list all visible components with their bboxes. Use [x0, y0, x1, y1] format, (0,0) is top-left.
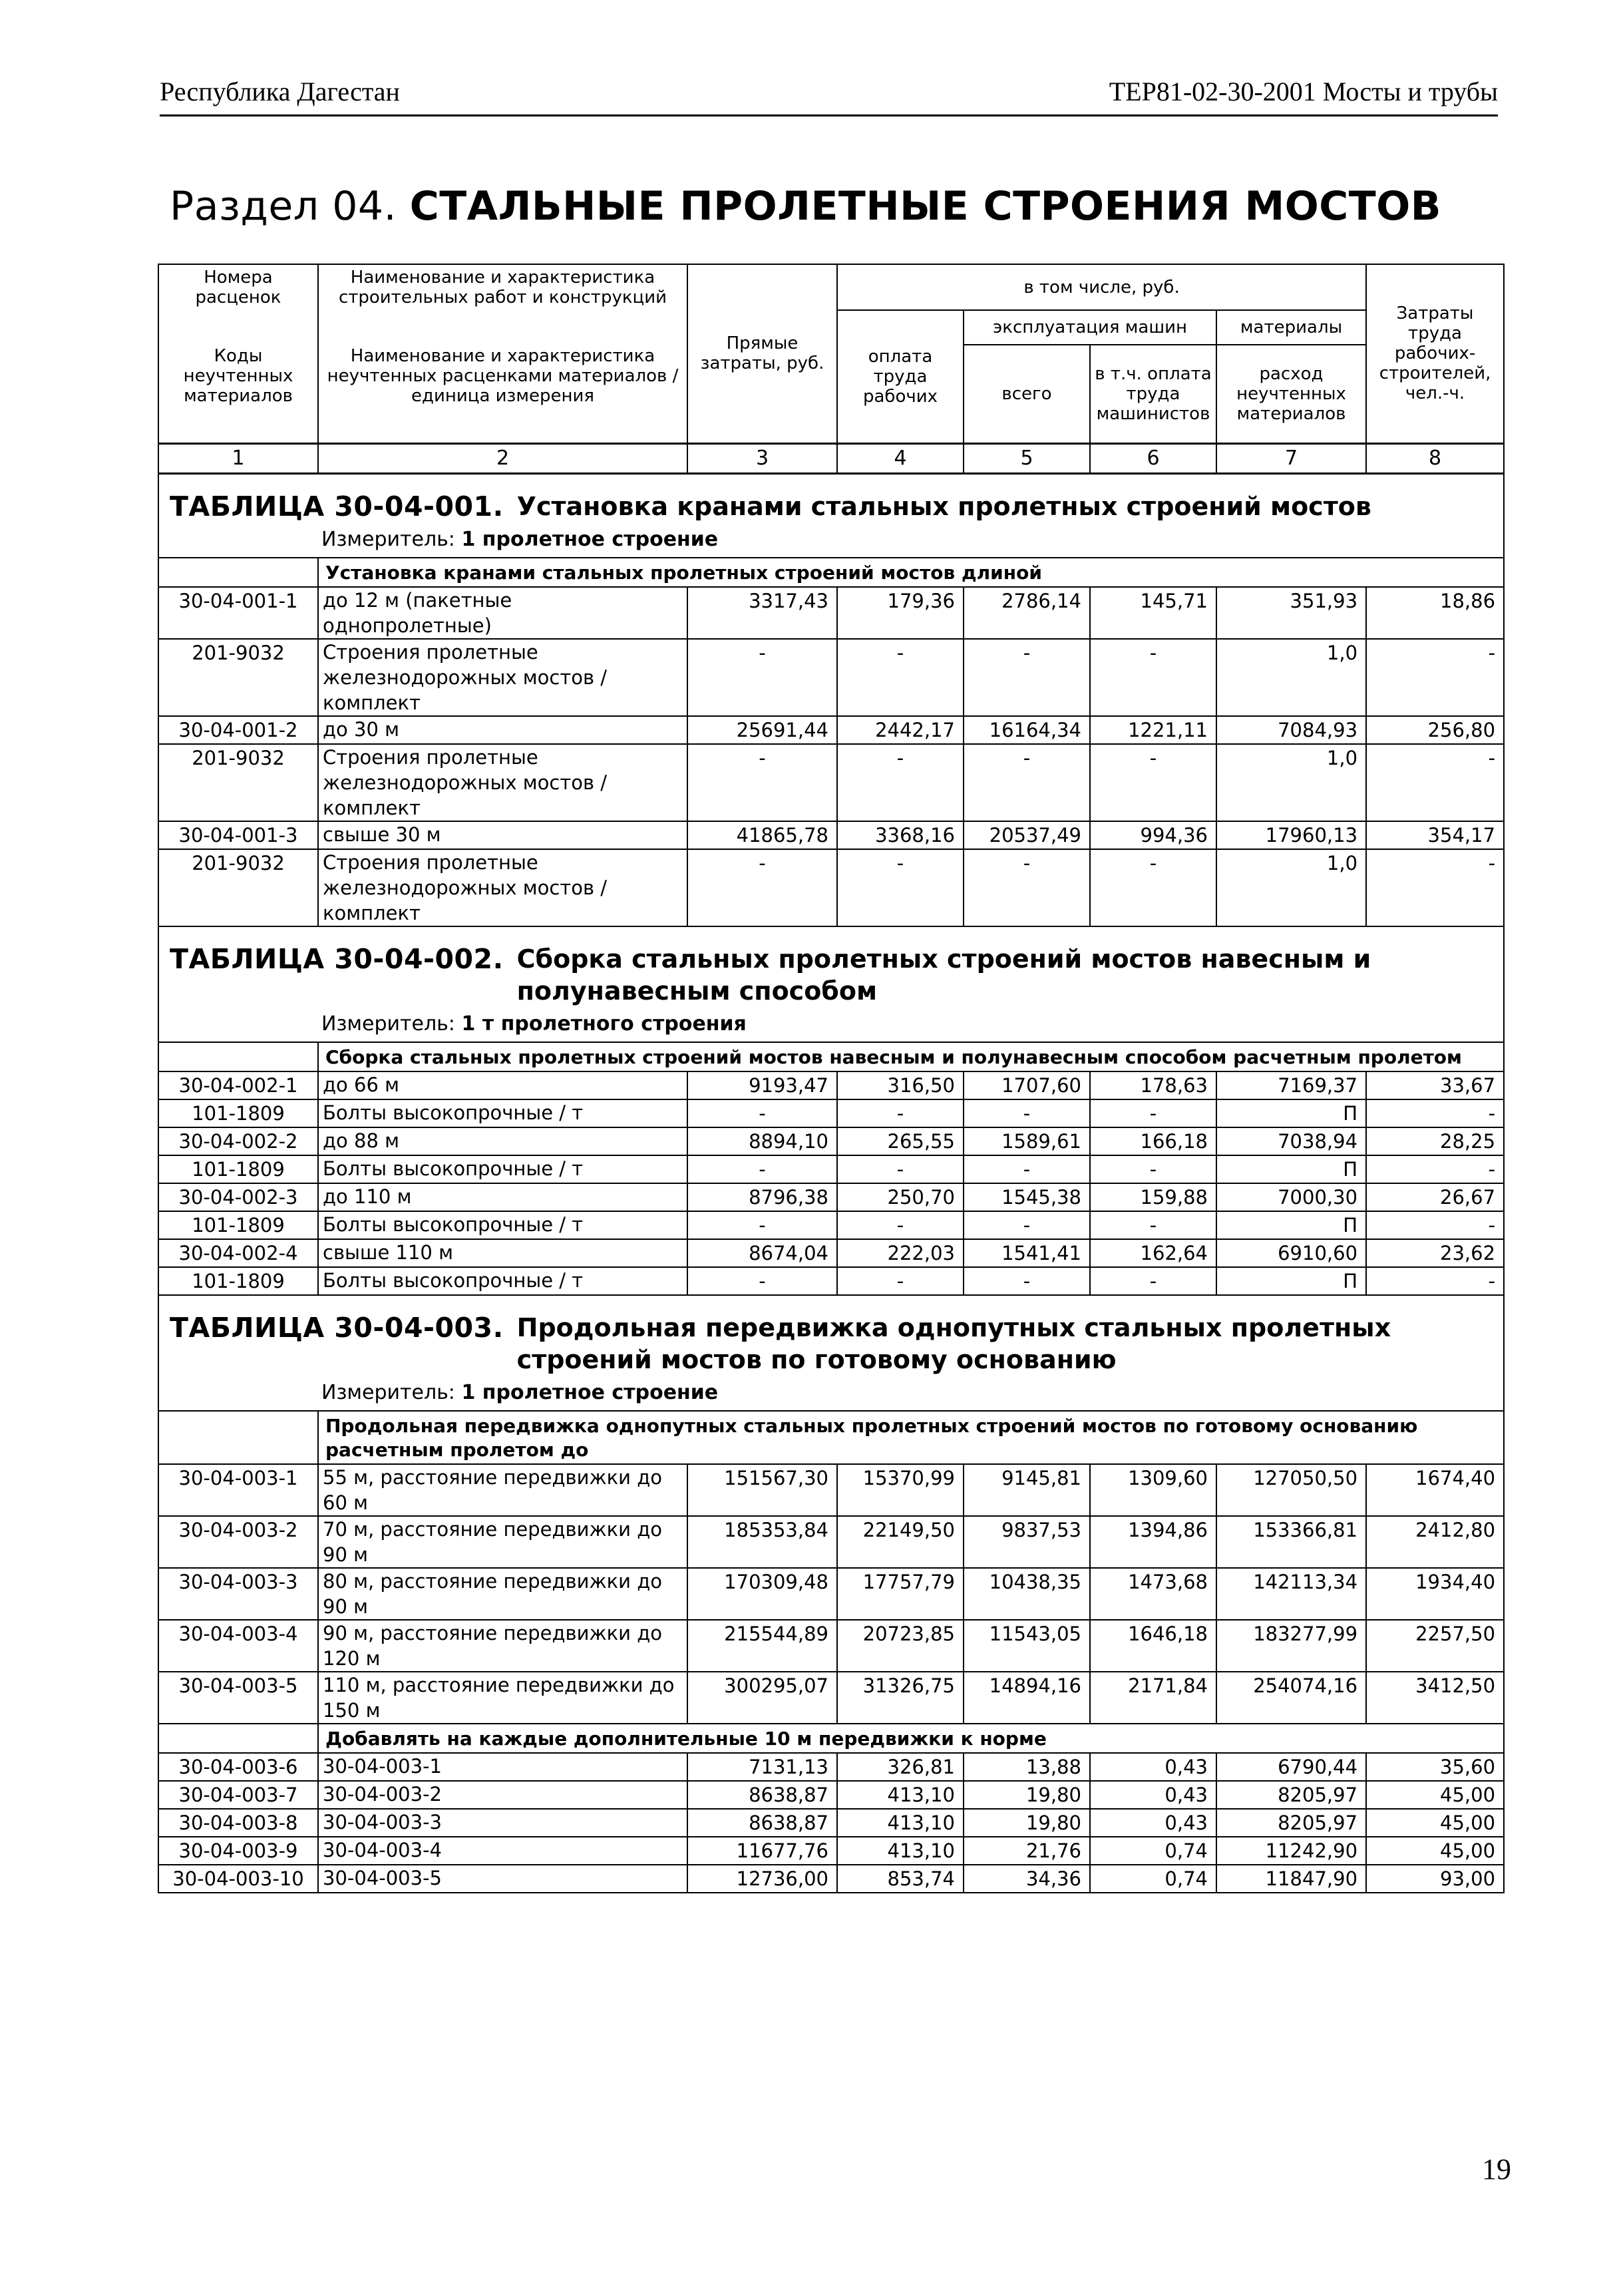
value-c3: 8674,04 [687, 1239, 837, 1267]
value-c6: - [1090, 639, 1216, 716]
value-c8: - [1366, 744, 1504, 821]
value-c3: 170309,48 [687, 1568, 837, 1620]
value-c3: 185353,84 [687, 1516, 837, 1568]
value-c6: 994,36 [1090, 821, 1216, 849]
value-c8: 2412,80 [1366, 1516, 1504, 1568]
rate-code: 30-04-003-5 [158, 1672, 318, 1724]
work-name: свыше 30 м [318, 821, 687, 849]
group-code-blank [158, 1724, 318, 1753]
work-name: 55 м, расстояние передвижки до 60 м [318, 1464, 687, 1516]
value-c7: 8205,97 [1216, 1781, 1366, 1809]
value-c5: - [964, 744, 1090, 821]
work-name: 30-04-003-1 [318, 1753, 687, 1781]
rate-code: 101-1809 [158, 1267, 318, 1295]
value-c3: 8796,38 [687, 1183, 837, 1211]
value-c3: 25691,44 [687, 716, 837, 744]
value-c7: 11242,90 [1216, 1837, 1366, 1865]
table-row [158, 716, 1504, 744]
value-c5: - [964, 1099, 1090, 1127]
head-including: в том числе, руб. [837, 264, 1366, 310]
rate-code: 30-04-001-1 [158, 587, 318, 639]
measure-row [158, 525, 1504, 558]
value-c8: - [1366, 1267, 1504, 1295]
head-rate-numbers: Номера расценок [158, 264, 318, 310]
work-name: до 88 м [318, 1127, 687, 1155]
work-name: Болты высокопрочные / т [318, 1211, 687, 1239]
value-c8: 1674,40 [1366, 1464, 1504, 1516]
rate-code: 101-1809 [158, 1099, 318, 1127]
value-c3: - [687, 1211, 837, 1239]
work-name: свыше 110 м [318, 1239, 687, 1267]
rate-code: 30-04-002-1 [158, 1071, 318, 1099]
value-c5: 1545,38 [964, 1183, 1090, 1211]
table-title [158, 926, 1504, 1010]
value-c6: 0,43 [1090, 1753, 1216, 1781]
table-row [158, 639, 1504, 716]
value-c7: 17960,13 [1216, 821, 1366, 849]
header-rule [160, 114, 1498, 116]
value-c4: 413,10 [837, 1837, 964, 1865]
value-c4: 413,10 [837, 1781, 964, 1809]
column-number: 5 [964, 443, 1090, 473]
running-header-left: Республика Дагестан [160, 77, 400, 106]
value-c8: - [1366, 1155, 1504, 1183]
group-code-blank [158, 558, 318, 587]
table-row [158, 1071, 1504, 1099]
value-c5: 21,76 [964, 1837, 1090, 1865]
value-c8: 28,25 [1366, 1127, 1504, 1155]
rate-code: 30-04-003-6 [158, 1753, 318, 1781]
value-c8: 45,00 [1366, 1837, 1504, 1865]
group-heading-row [158, 558, 1504, 587]
group-heading-row [158, 1724, 1504, 1753]
value-c6: 178,63 [1090, 1071, 1216, 1099]
table-caption: Продольная передвижка однопутных стальных пролетных строений мостов по готовому основанию [516, 1312, 1391, 1374]
value-c6: 2171,84 [1090, 1672, 1216, 1724]
value-c3: - [687, 639, 837, 716]
rates-table [158, 264, 1505, 1893]
rate-code: 201-9032 [158, 849, 318, 926]
head-direct-costs: Прямые затраты, руб. [687, 264, 837, 443]
table-row [158, 1809, 1504, 1837]
value-c6: 1646,18 [1090, 1620, 1216, 1672]
value-c6: - [1090, 1267, 1216, 1295]
work-name: Строения пролетные железнодорожных мостов / комплект [318, 744, 687, 821]
value-c8: 3412,50 [1366, 1672, 1504, 1724]
value-c7: 11847,90 [1216, 1865, 1366, 1893]
section-prefix: Раздел 04. [170, 183, 397, 230]
work-name: до 110 м [318, 1183, 687, 1211]
head-machine-operation: эксплуатация машин [964, 310, 1216, 345]
value-c7: 8205,97 [1216, 1809, 1366, 1837]
value-c8: 23,62 [1366, 1239, 1504, 1267]
table-row [158, 1267, 1504, 1295]
value-c4: 316,50 [837, 1071, 964, 1099]
value-c6: 1394,86 [1090, 1516, 1216, 1568]
rate-code: 30-04-003-7 [158, 1781, 318, 1809]
value-c4: 20723,85 [837, 1620, 964, 1672]
rate-code: 30-04-001-2 [158, 716, 318, 744]
measure-value: 1 пролетное строение [461, 1380, 719, 1404]
value-c3: 8894,10 [687, 1127, 837, 1155]
value-c4: - [837, 1155, 964, 1183]
rate-code: 30-04-002-3 [158, 1183, 318, 1211]
table-row [158, 1620, 1504, 1672]
value-c3: 8638,87 [687, 1781, 837, 1809]
value-c6: 0,43 [1090, 1781, 1216, 1809]
head-material-name: Наименование и характеристика неучтенных расценками материалов / единица измерения [318, 310, 687, 443]
value-c7: 1,0 [1216, 744, 1366, 821]
value-c8: - [1366, 639, 1504, 716]
value-c3: 3317,43 [687, 587, 837, 639]
value-c4: 250,70 [837, 1183, 964, 1211]
table-title [158, 473, 1504, 525]
value-c4: 413,10 [837, 1809, 964, 1837]
value-c7: 254074,16 [1216, 1672, 1366, 1724]
value-c7: 351,93 [1216, 587, 1366, 639]
value-c6: 1473,68 [1090, 1568, 1216, 1620]
head-worker-pay: оплата труда рабочих [837, 310, 964, 443]
rate-code: 30-04-003-2 [158, 1516, 318, 1568]
value-c5: 14894,16 [964, 1672, 1090, 1724]
work-name: 30-04-003-3 [318, 1809, 687, 1837]
work-name: Строения пролетные железнодорожных мостов / комплект [318, 639, 687, 716]
value-c4: - [837, 744, 964, 821]
value-c7: 7169,37 [1216, 1071, 1366, 1099]
measure-unit [158, 1010, 1504, 1042]
section-title [0, 181, 1611, 232]
table-row [158, 1672, 1504, 1724]
value-c4: 2442,17 [837, 716, 964, 744]
value-c4: 31326,75 [837, 1672, 964, 1724]
rate-code: 30-04-002-4 [158, 1239, 318, 1267]
group-heading-row [158, 1411, 1504, 1464]
work-name: до 30 м [318, 716, 687, 744]
value-c3: 12736,00 [687, 1865, 837, 1893]
value-c5: 34,36 [964, 1865, 1090, 1893]
rate-code: 30-04-002-2 [158, 1127, 318, 1155]
value-c5: - [964, 849, 1090, 926]
measure-unit [158, 525, 1504, 558]
column-numbers-row [158, 443, 1504, 473]
rate-code: 201-9032 [158, 639, 318, 716]
table-number: ТАБЛИЦА 30-04-001. [170, 490, 504, 522]
work-name: Болты высокопрочные / т [318, 1155, 687, 1183]
work-name: 80 м, расстояние передвижки до 90 м [318, 1568, 687, 1620]
rate-code: 30-04-003-3 [158, 1568, 318, 1620]
value-c4: - [837, 1267, 964, 1295]
section-name: СТАЛЬНЫЕ ПРОЛЕТНЫЕ СТРОЕНИЯ МОСТОВ [409, 183, 1441, 230]
value-c6: 0,43 [1090, 1809, 1216, 1837]
column-number: 4 [837, 443, 964, 473]
value-c8: 1934,40 [1366, 1568, 1504, 1620]
column-number: 3 [687, 443, 837, 473]
value-c4: 15370,99 [837, 1464, 964, 1516]
value-c7: 7000,30 [1216, 1183, 1366, 1211]
value-c5: - [964, 1155, 1090, 1183]
value-c5: - [964, 1211, 1090, 1239]
value-c4: - [837, 849, 964, 926]
measure-label: Измеритель: [321, 527, 455, 551]
value-c7: 127050,50 [1216, 1464, 1366, 1516]
rate-code: 30-04-003-1 [158, 1464, 318, 1516]
table-row [158, 1211, 1504, 1239]
value-c7: П [1216, 1099, 1366, 1127]
work-name: 30-04-003-5 [318, 1865, 687, 1893]
value-c5: 9837,53 [964, 1516, 1090, 1568]
value-c8: 33,67 [1366, 1071, 1504, 1099]
head-labor-hours: Затраты труда рабочих-строителей, чел.-ч. [1366, 264, 1504, 443]
measure-unit [158, 1378, 1504, 1411]
value-c5: 1707,60 [964, 1071, 1090, 1099]
value-c6: - [1090, 849, 1216, 926]
measure-row [158, 1378, 1504, 1411]
value-c4: 179,36 [837, 587, 964, 639]
value-c5: 11543,05 [964, 1620, 1090, 1672]
value-c8: 45,00 [1366, 1781, 1504, 1809]
work-name: до 12 м (пакетные однопролетные) [318, 587, 687, 639]
value-c7: 142113,34 [1216, 1568, 1366, 1620]
rate-code: 30-04-003-8 [158, 1809, 318, 1837]
value-c3: - [687, 1267, 837, 1295]
value-c5: 10438,35 [964, 1568, 1090, 1620]
table-title [158, 1295, 1504, 1378]
value-c6: 0,74 [1090, 1837, 1216, 1865]
value-c5: 1589,61 [964, 1127, 1090, 1155]
table-row [158, 587, 1504, 639]
work-name: Болты высокопрочные / т [318, 1099, 687, 1127]
value-c5: 19,80 [964, 1781, 1090, 1809]
group-heading: Продольная передвижка однопутных стальных пролетных строений мостов по готовому основанию расчетным пролетом до [318, 1411, 1504, 1464]
value-c8: - [1366, 1211, 1504, 1239]
table-row [158, 849, 1504, 926]
work-name: до 66 м [318, 1071, 687, 1099]
value-c8: 18,86 [1366, 587, 1504, 639]
column-number: 2 [318, 443, 687, 473]
value-c8: 354,17 [1366, 821, 1504, 849]
value-c7: 6910,60 [1216, 1239, 1366, 1267]
value-c7: 7084,93 [1216, 716, 1366, 744]
value-c6: 166,18 [1090, 1127, 1216, 1155]
value-c4: 22149,50 [837, 1516, 964, 1568]
table-row [158, 1865, 1504, 1893]
value-c3: 8638,87 [687, 1809, 837, 1837]
table-row [158, 744, 1504, 821]
value-c6: 145,71 [1090, 587, 1216, 639]
value-c7: 7038,94 [1216, 1127, 1366, 1155]
value-c5: 20537,49 [964, 821, 1090, 849]
group-heading: Добавлять на каждые дополнительные 10 м передвижки к норме [318, 1724, 1504, 1753]
work-name: 90 м, расстояние передвижки до 120 м [318, 1620, 687, 1672]
measure-value: 1 пролетное строение [461, 527, 719, 551]
value-c4: - [837, 1099, 964, 1127]
group-code-blank [158, 1042, 318, 1071]
value-c8: 35,60 [1366, 1753, 1504, 1781]
value-c5: - [964, 1267, 1090, 1295]
table-row [158, 1568, 1504, 1620]
value-c7: П [1216, 1155, 1366, 1183]
table-row [158, 1183, 1504, 1211]
value-c8: 256,80 [1366, 716, 1504, 744]
value-c6: 0,74 [1090, 1865, 1216, 1893]
table-row [158, 1781, 1504, 1809]
head-unaccounted-materials: расход неучтенных материалов [1216, 345, 1366, 443]
measure-label: Измеритель: [321, 1380, 455, 1404]
table-row [158, 1099, 1504, 1127]
group-heading-row [158, 1042, 1504, 1071]
head-operator-pay: в т.ч. оплата труда машинистов [1090, 345, 1216, 443]
work-name: 30-04-003-2 [318, 1781, 687, 1809]
table-title-row [158, 926, 1504, 1010]
value-c4: 265,55 [837, 1127, 964, 1155]
head-materials: материалы [1216, 310, 1366, 345]
value-c6: 162,64 [1090, 1239, 1216, 1267]
value-c6: 1309,60 [1090, 1464, 1216, 1516]
table-row [158, 1239, 1504, 1267]
value-c8: 2257,50 [1366, 1620, 1504, 1672]
value-c3: 11677,76 [687, 1837, 837, 1865]
table-caption: Сборка стальных пролетных строений мостов навесным и полунавесным способом [516, 944, 1371, 1006]
value-c7: П [1216, 1267, 1366, 1295]
measure-label: Измеритель: [321, 1012, 455, 1036]
value-c6: - [1090, 1155, 1216, 1183]
group-code-blank [158, 1411, 318, 1464]
value-c7: 1,0 [1216, 639, 1366, 716]
rate-code: 30-04-003-10 [158, 1865, 318, 1893]
value-c3: - [687, 1155, 837, 1183]
value-c4: 853,74 [837, 1865, 964, 1893]
value-c3: - [687, 849, 837, 926]
table-row [158, 1155, 1504, 1183]
column-number: 8 [1366, 443, 1504, 473]
table-title-row [158, 473, 1504, 525]
work-name: Строения пролетные железнодорожных мостов / комплект [318, 849, 687, 926]
value-c8: - [1366, 849, 1504, 926]
value-c3: 215544,89 [687, 1620, 837, 1672]
value-c5: 19,80 [964, 1809, 1090, 1837]
head-work-name: Наименование и характеристика строительных работ и конструкций [318, 264, 687, 310]
value-c4: 326,81 [837, 1753, 964, 1781]
value-c8: 26,67 [1366, 1183, 1504, 1211]
head-machines-total: всего [964, 345, 1090, 443]
value-c7: П [1216, 1211, 1366, 1239]
value-c5: - [964, 639, 1090, 716]
value-c4: 17757,79 [837, 1568, 964, 1620]
value-c5: 16164,34 [964, 716, 1090, 744]
column-number: 6 [1090, 443, 1216, 473]
running-header-right: ТЕР81-02-30-2001 Мосты и трубы [1109, 77, 1498, 106]
work-name: 110 м, расстояние передвижки до 150 м [318, 1672, 687, 1724]
value-c7: 6790,44 [1216, 1753, 1366, 1781]
value-c5: 9145,81 [964, 1464, 1090, 1516]
column-number: 1 [158, 443, 318, 473]
work-name: 30-04-003-4 [318, 1837, 687, 1865]
value-c4: - [837, 639, 964, 716]
page-number: 19 [1482, 2153, 1511, 2186]
table-number: ТАБЛИЦА 30-04-002. [170, 942, 504, 975]
table-number: ТАБЛИЦА 30-04-003. [170, 1311, 504, 1344]
group-heading: Сборка стальных пролетных строений мостов навесным и полунавесным способом расчетным пролетом [318, 1042, 1504, 1071]
rate-code: 101-1809 [158, 1155, 318, 1183]
value-c3: 300295,07 [687, 1672, 837, 1724]
value-c4: 3368,16 [837, 821, 964, 849]
work-name: 70 м, расстояние передвижки до 90 м [318, 1516, 687, 1568]
value-c3: 9193,47 [687, 1071, 837, 1099]
value-c6: - [1090, 1099, 1216, 1127]
table-row [158, 821, 1504, 849]
value-c5: 1541,41 [964, 1239, 1090, 1267]
value-c7: 183277,99 [1216, 1620, 1366, 1672]
rate-code: 101-1809 [158, 1211, 318, 1239]
value-c7: 1,0 [1216, 849, 1366, 926]
table-row [158, 1127, 1504, 1155]
value-c4: - [837, 1211, 964, 1239]
work-name: Болты высокопрочные / т [318, 1267, 687, 1295]
rate-code: 30-04-003-4 [158, 1620, 318, 1672]
measure-value: 1 т пролетного строения [461, 1012, 747, 1036]
value-c5: 2786,14 [964, 587, 1090, 639]
rate-code: 201-9032 [158, 744, 318, 821]
group-heading: Установка кранами стальных пролетных строений мостов длиной [318, 558, 1504, 587]
head-material-codes: Коды неучтенных материалов [158, 310, 318, 443]
value-c6: - [1090, 1211, 1216, 1239]
value-c6: 1221,11 [1090, 716, 1216, 744]
table-row [158, 1837, 1504, 1865]
value-c8: - [1366, 1099, 1504, 1127]
table-caption: Установка кранами стальных пролетных строений мостов [516, 491, 1371, 521]
value-c4: 222,03 [837, 1239, 964, 1267]
value-c3: 151567,30 [687, 1464, 837, 1516]
value-c6: - [1090, 744, 1216, 821]
value-c6: 159,88 [1090, 1183, 1216, 1211]
table-row [158, 1516, 1504, 1568]
value-c3: 7131,13 [687, 1753, 837, 1781]
value-c8: 93,00 [1366, 1865, 1504, 1893]
value-c8: 45,00 [1366, 1809, 1504, 1837]
value-c3: - [687, 744, 837, 821]
measure-row [158, 1010, 1504, 1042]
value-c3: 41865,78 [687, 821, 837, 849]
value-c5: 13,88 [964, 1753, 1090, 1781]
value-c3: - [687, 1099, 837, 1127]
rate-code: 30-04-001-3 [158, 821, 318, 849]
table-title-row [158, 1295, 1504, 1378]
table-row [158, 1464, 1504, 1516]
table-row [158, 1753, 1504, 1781]
column-number: 7 [1216, 443, 1366, 473]
value-c7: 153366,81 [1216, 1516, 1366, 1568]
rate-code: 30-04-003-9 [158, 1837, 318, 1865]
